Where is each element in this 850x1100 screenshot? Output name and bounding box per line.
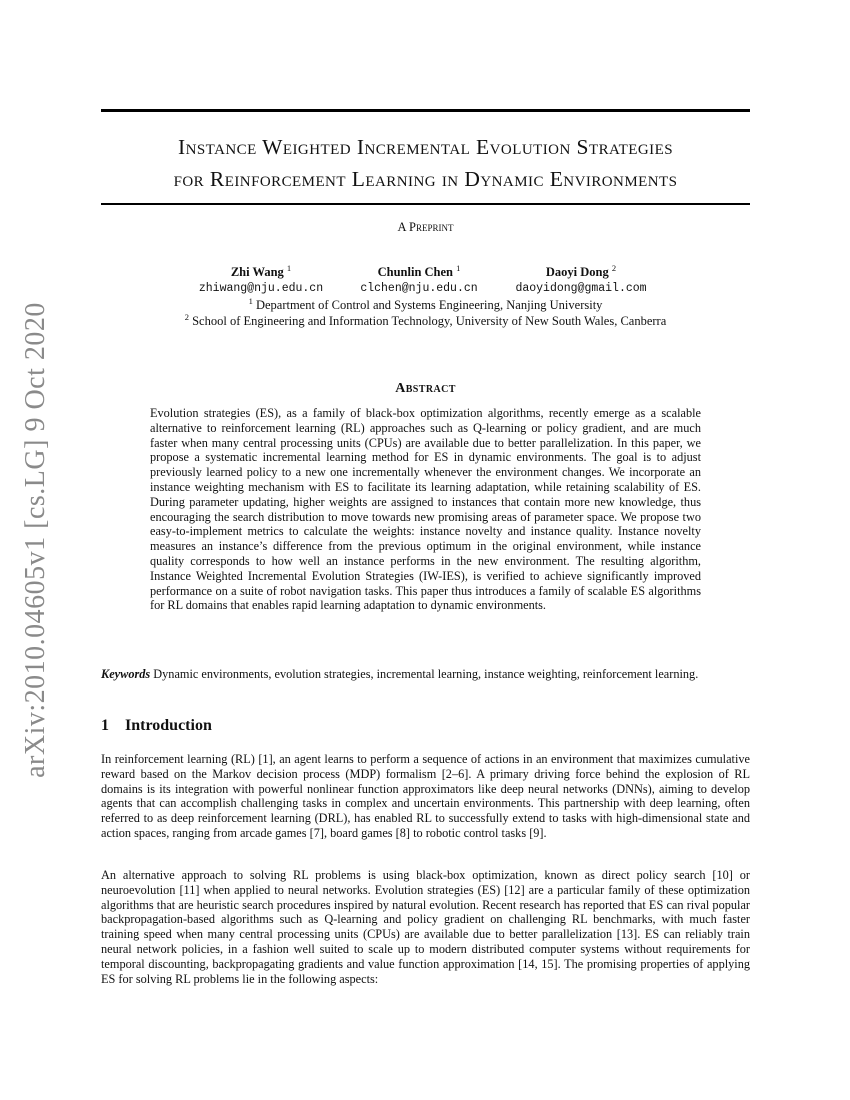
author-email[interactable]: clchen@nju.edu.cn	[360, 282, 478, 296]
paragraph-1: In reinforcement learning (RL) [1], an agent learns to perform a sequence of actions in an environment that maximizes cumulative reward based on the Markov decision process (MDP) formalism [2–6]. A primary driving force behind the explosion of RL domains is its integration with powerful nonlinear function approximators like deep neural networks (DNNs), aiming to develop agents that can accomplish challenging tasks in complex and uncertain environments. This partnership with deep learning, often referred to as deep reinforcement learning (DRL), has enabled RL to successfully extend to tasks with high-dimensional state and action spaces, ranging from arcade games [7], board games [8] to robotic control tasks [9].	[101, 752, 750, 840]
author-affil-mark: 1	[286, 263, 292, 273]
author-email[interactable]: daoyidong@gmail.com	[515, 282, 647, 296]
keywords-label: Keywords	[101, 667, 151, 681]
paper-title	[101, 131, 750, 195]
author-name: Daoyi Dong	[545, 265, 609, 280]
author-3	[481, 263, 681, 295]
affiliation-1	[101, 296, 750, 313]
affiliation-mark: 1	[248, 296, 253, 306]
paragraph-2: An alternative approach to solving RL problems is using black-box optimization, known as direct policy search [10] or neuroevolution [11] when applied to neural networks. Evolution strategies (ES) [12] are a particular family of these optimization algorithms that are heuristic search procedures inspired by natural evolution. Recent research has reported that ES can rival popular backpropagation-based algorithms such as Q-learning and policy gradient on challenging RL benchmarks, with much faster training speed when many central processing units (CPUs) are available due to better parallelization [13]. ES can reliably train neural network policies, in a fashion well suited to scale up to modern distributed computer systems without requirements for temporal discounting, backpropagating gradients and value function approximation [14, 15]. The promising properties of applying ES for solving RL problems lie in the following aspects:	[101, 868, 750, 986]
section-heading	[101, 717, 212, 735]
abstract-heading: Abstract	[395, 381, 456, 396]
section-title: Introduction	[125, 717, 212, 734]
keywords-block	[101, 667, 750, 682]
author-name: Chunlin Chen	[377, 265, 453, 280]
title-line-2: for Reinforcement Learning in Dynamic Environments	[173, 167, 678, 191]
preprint-label: A Preprint	[397, 220, 454, 234]
author-name: Zhi Wang	[230, 265, 284, 280]
title-bottom-rule	[101, 203, 750, 205]
title-line-1: Instance Weighted Incremental Evolution Strategies	[177, 135, 674, 159]
author-affil-mark: 2	[611, 263, 617, 273]
arxiv-stamp-text: arXiv:2010.04605v1 [cs.LG] 9 Oct 2020	[20, 302, 52, 778]
author-email[interactable]: zhiwang@nju.edu.cn	[198, 282, 324, 296]
affiliation-text: School of Engineering and Information Technology, University of New South Wales, Canberra	[192, 314, 667, 329]
title-top-rule	[101, 109, 750, 112]
author-affil-mark: 1	[456, 263, 461, 273]
affiliation-2	[101, 312, 750, 329]
affiliation-mark: 2	[184, 312, 189, 322]
affiliation-text: Department of Control and Systems Engineering, Nanjing University	[255, 298, 603, 313]
keywords-text: Dynamic environments, evolution strategies, incremental learning, instance weighting, reinforcement learning.	[153, 667, 699, 681]
section-number: 1	[101, 717, 109, 734]
arxiv-stamp	[16, 300, 56, 780]
abstract-body: Evolution strategies (ES), as a family of black-box optimization algorithms, recently emerge as a scalable alternative to reinforcement learning (RL) approaches such as Q-learning or policy gradient, and are much faster when many central processing units (CPUs) are available due to better parallelization. In this paper, we propose a systematic incremental learning method for ES in dynamic environments. The goal is to adjust previously learned policy to a new one incrementally whenever the environment changes. We incorporate an instance weighting mechanism with ES to facilitate its learning adaptation, while retaining scalability of ES. During parameter updating, higher weights are assigned to instances that contain more new knowledge, thus encouraging the search distribution to move towards new promising areas of parameter space. We propose two easy-to-implement metrics to calculate the weights: instance novelty and instance quality. Instance novelty measures an instance’s difference from the previous optimum in the original environment, while instance quality corresponds to how well an instance performs in the new environment. The resulting algorithm, Instance Weighted Incremental Evolution Strategies (IW-IES), is verified to achieve significantly improved performance on a suite of robot navigation tasks. This paper thus introduces a family of scalable ES algorithms for RL domains that enables rapid learning adaptation to dynamic environments.	[150, 406, 701, 613]
